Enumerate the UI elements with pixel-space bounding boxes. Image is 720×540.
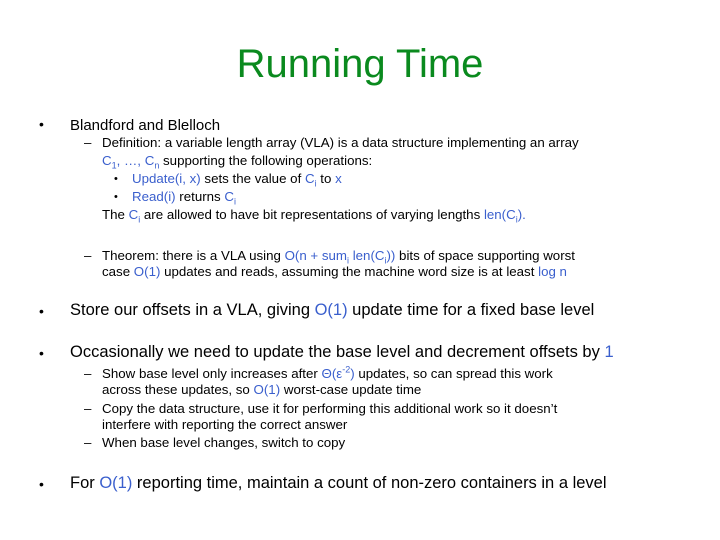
sub-bullet-marker: •: [114, 173, 118, 185]
dash-marker: –: [84, 248, 92, 263]
read-operation: Read(i) returns $C_i$: [132, 189, 236, 207]
dash-marker: –: [84, 435, 92, 450]
varying-lengths-note: The $C_i$ are allowed to have bit representations of varying lengths $len(C_i)$.: [102, 207, 526, 225]
vla-definition-line-1: Definition: a variable length array (VLA) is a data structure implementing an array: [102, 135, 579, 150]
bullet-marker: •: [39, 476, 44, 492]
switch-copy-line: When base level changes, switch to copy: [102, 435, 346, 450]
update-operation: Update(i, x) sets the value of $C_i$ to x: [132, 171, 342, 189]
base-level-line-1: Show base level only increases after $\Theta(\varepsilon^{-2})$ updates, so can spread this work: [102, 364, 553, 381]
theorem-line-1: Theorem: there is a VLA using O(n + sum$_i$ $len(C_i)$) bits of space supporting worst: [102, 248, 575, 266]
sub-bullet-marker: •: [114, 191, 118, 203]
bullet-3-text: Occasionally we need to update the base level and decrement offsets by 1: [70, 343, 614, 361]
bullet-2-text: Store our offsets in a VLA, giving O(1) update time for a fixed base level: [70, 301, 595, 319]
dash-marker: –: [84, 135, 92, 150]
slide-title: Running Time: [236, 42, 484, 86]
copy-structure-line-2: interfere with reporting the correct answer: [102, 417, 348, 432]
bullet-1-text: Blandford and Blelloch: [70, 117, 221, 134]
vla-definition-line-2: $C_1$, …, $C_n$ supporting the following operations:: [102, 153, 373, 171]
theorem-line-2: case O(1) updates and reads, assuming the machine word size is at least log n: [102, 264, 567, 279]
dash-marker: –: [84, 401, 92, 416]
dash-marker: –: [84, 366, 92, 381]
bullet-marker: •: [39, 116, 44, 132]
bullet-marker: •: [39, 303, 44, 319]
bullet-4-text: For O(1) reporting time, maintain a count of non-zero containers in a level: [70, 474, 607, 492]
bullet-marker: •: [39, 345, 44, 361]
base-level-line-2: across these updates, so O(1) worst-case update time: [102, 382, 422, 397]
copy-structure-line-1: Copy the data structure, use it for performing this additional work so it doesn’t: [102, 401, 558, 416]
